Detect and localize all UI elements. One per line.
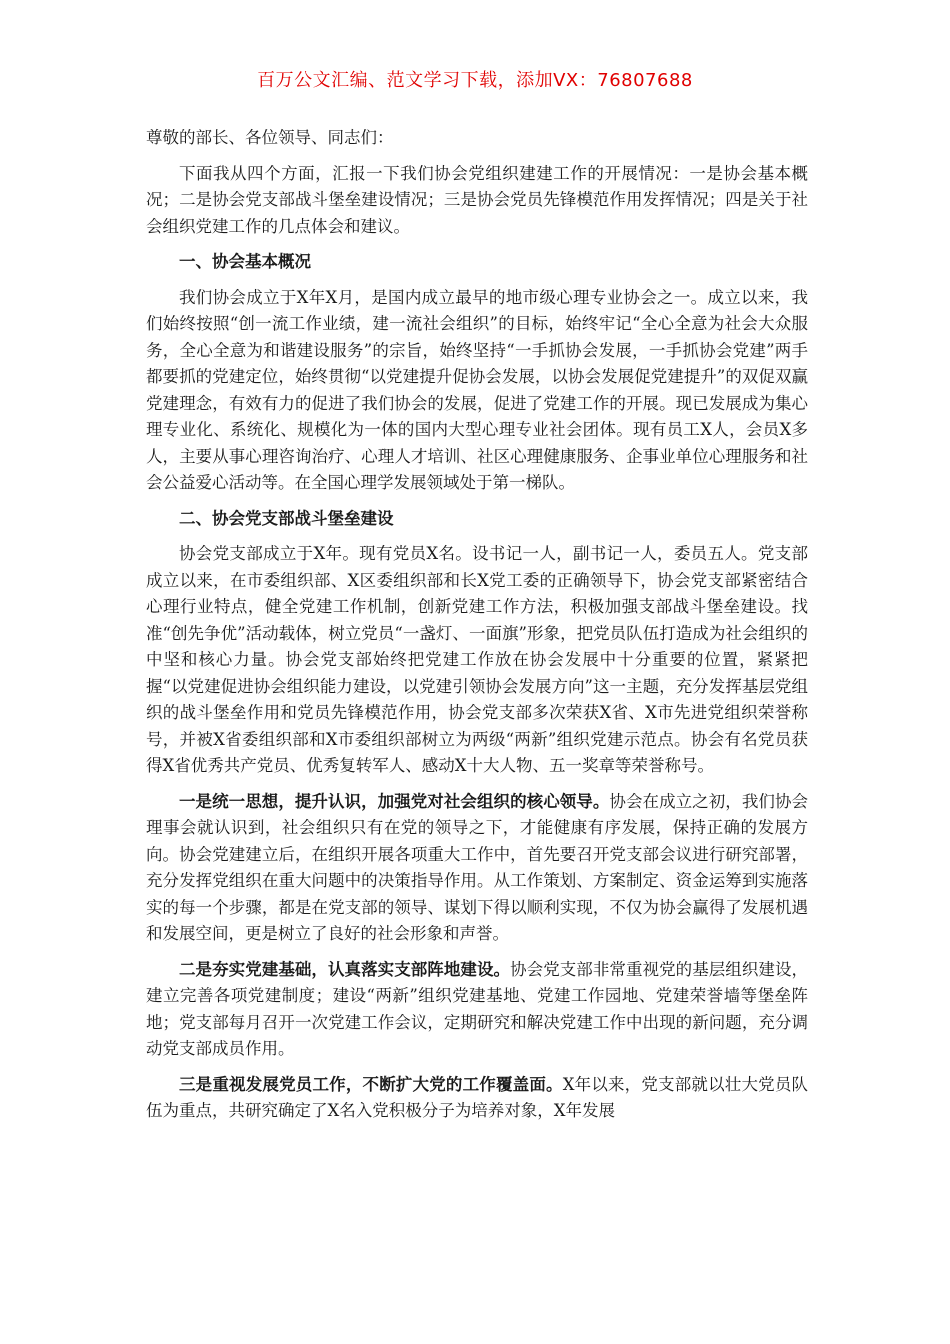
point-lead-1: 一是统一思想，提升认识，加强党对社会组织的核心领导。: [179, 791, 610, 811]
point-text-3: X年以来，党支部就以壮大党员队伍为重点，共研究确定了X名入党积极分子为培养对象，X年发展: [146, 1074, 809, 1120]
point-text-1: 协会在成立之初，我们协会理事会就认识到，社会组织只有在党的领导之下，才能健康有序发展，保持正确的发展方向。协会党建建立后，在组织开展各项重大工作中，首先要召开党支部会议进行研究部署，充分发挥党组织在重大问题中的决策指导作用。从工作策划、方案制定、资金运筹到实施落实的每一个步骤，都是在党支部的领导、谋划下得以顺利实现，不仅为协会赢得了发展机遇和发展空间，更是树立了良好的社会形象和声誉。: [146, 791, 809, 943]
section-heading-1: 一、协会基本概况: [179, 252, 311, 271]
point-paragraph-1: [146, 789, 808, 948]
document-body: [146, 125, 808, 1134]
watermark-banner: 百万公文汇编、范文学习下载，添加VX：76807688: [257, 70, 693, 91]
section-2-paragraph: 协会党支部成立于X年。现有党员X名。设书记一人，副书记一人，委员五人。党支部成立以来，在市委组织部、X区委组织部和长X党工委的正确领导下，协会党支部紧密结合心理行业特点，健全党建工作机制，创新党建工作方法，积极加强支部战斗堡垒建设。找准“创先争优”活动载体，树立党员“一盏灯、一面旗”形象，把党员队伍打造成为社会组织的中坚和核心力量。协会党支部始终把党建工作放在协会发展中十分重要的位置，紧紧把握“以党建促进协会组织能力建设，以党建引领协会发展方向”这一主题，充分发挥基层党组织的战斗堡垒作用和党员先锋模范作用，协会党支部多次荣获X省、X市先进党组织荣誉称号，并被X省委组织部和X市委组织部树立为两级“两新”组织党建示范点。协会有名党员获得X省优秀共产党员、优秀复转军人、感动X十大人物、五一奖章等荣誉称号。: [146, 544, 808, 775]
section-1-paragraph: 我们协会成立于X年X月，是国内成立最早的地市级心理专业协会之一。成立以来，我们始终按照“创一流工作业绩，建一流社会组织”的目标，始终牢记“全心全意为社会大众服务，全心全意为和谐建设服务”的宗旨，始终坚持“一手抓协会发展，一手抓协会党建”两手都要抓的党建定位，始终贯彻“以党建提升促协会发展，以协会发展促党建提升”的双促双赢党建理念，有效有力的促进了我们协会的发展，促进了党建工作的开展。现已发展成为集心理专业化、系统化、规模化为一体的国内大型心理专业社会团体。现有员工X人，会员X多人，主要从事心理咨询治疗、心理人才培训、社区心理健康服务、企事业单位心理服务和社会公益爱心活动等。在全国心理学发展领域处于第一梯队。: [146, 287, 808, 492]
point-lead-2: 二是夯实党建基础，认真落实支部阵地建设。: [179, 959, 511, 979]
point-text-2: 协会党支部非常重视党的基层组织建设，建立完善各项党建制度；建设“两新”组织党建基地、党建工作园地、党建荣誉墙等堡垒阵地；党支部每月召开一次党建工作会议，定期研究和解决党建工作中出现的新问题，充分调动党支部成员作用。: [146, 959, 809, 1058]
section-heading-2: 二、协会党支部战斗堡垒建设: [179, 508, 394, 528]
point-paragraph-3: [146, 1072, 808, 1125]
intro-paragraph: 下面我从四个方面，汇报一下我们协会党组织建建工作的开展情况：一是协会基本概况；二是协会党支部战斗堡垒建设情况；三是协会党员先锋模范作用发挥情况；四是关于社会组织党建工作的几点体会和建议。: [146, 163, 808, 236]
point-paragraph-2: [146, 957, 808, 1063]
point-lead-3: 三是重视发展党员工作，不断扩大党的工作覆盖面。: [179, 1074, 563, 1094]
greeting: 尊敬的部长、各位领导、同志们：: [146, 128, 394, 147]
